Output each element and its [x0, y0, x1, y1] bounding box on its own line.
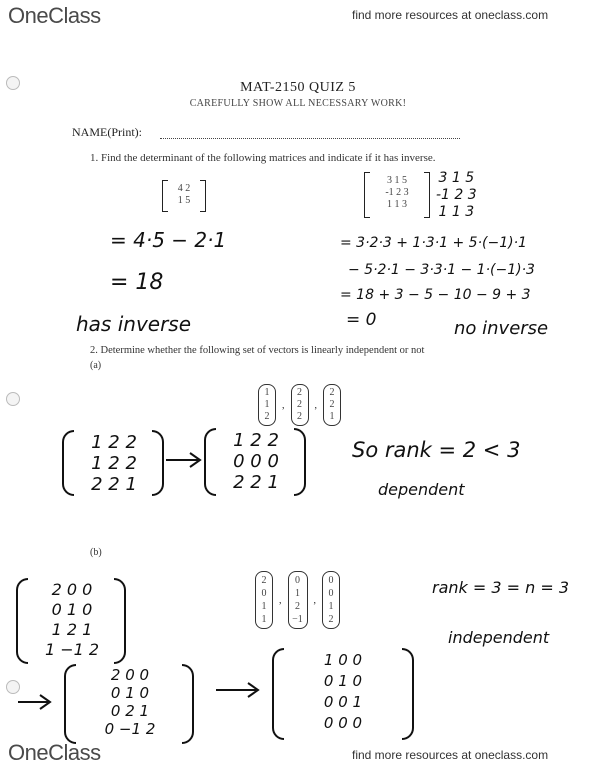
q2a-matrix: 1 2 2 1 2 2 2 2 1 [62, 430, 164, 496]
right-bracket [114, 578, 126, 664]
q1-right-step2: − 5·2·1 − 3·3·1 − 1·(−1)·3 [348, 262, 535, 278]
q2a-reduced-matrix: 1 2 2 0 0 0 2 2 1 [204, 428, 306, 496]
q2-part-a-label: (a) [90, 360, 102, 371]
oneclass-logo: OneClass [8, 3, 101, 28]
matrix-row: 4 2 [177, 183, 191, 194]
left-bracket [204, 428, 216, 496]
left-bracket [272, 648, 284, 740]
vector: 2 2 2 [291, 384, 309, 426]
q1-prompt: 1. Find the determinant of the following matrices and indicate if it has inverse. [90, 152, 436, 164]
vector: 2 0 1 1 [255, 571, 273, 629]
q1-matrix-2x2 [162, 180, 206, 210]
q2b-rank: rank = 3 = n = 3 [432, 578, 570, 597]
q2b-final-matrix: 1 0 0 0 1 0 0 0 1 0 0 0 [272, 648, 414, 740]
matrix-row: 1 1 3 [387, 199, 407, 210]
q1-right-conclusion: no inverse [454, 318, 549, 339]
q2b-vector-set: 2 0 1 1 , 0 1 2 −1 , 0 0 1 2 [255, 570, 355, 630]
left-bracket [64, 664, 76, 744]
arrow-icon [214, 680, 264, 700]
q2a-vector-set: 1 1 2 , 2 2 2 , 2 2 1 [258, 383, 350, 427]
q2a-rank: So rank = 2 < 3 [352, 438, 521, 462]
q1-left-step1: = 4·5 − 2·1 [110, 228, 227, 252]
q1-right-step3: = 18 + 3 − 5 − 10 − 9 + 3 [340, 287, 531, 303]
quiz-title: MAT-2150 QUIZ 5 [240, 80, 356, 95]
q2b-step-matrix: 2 0 0 0 1 0 0 2 1 0 −1 2 [64, 664, 194, 744]
right-bracket [402, 648, 414, 740]
right-bracket [424, 172, 430, 218]
left-bracket [62, 430, 74, 496]
right-bracket [152, 430, 164, 496]
right-bracket [294, 428, 306, 496]
punch-hole [6, 392, 20, 406]
right-bracket [182, 664, 194, 744]
matrix-row: 3 1 5 [387, 175, 407, 186]
q2a-result: dependent [378, 480, 465, 499]
q2b-matrix: 2 0 0 0 1 0 1 2 1 1 −1 2 [16, 578, 126, 664]
q1-left-result: = 18 [110, 270, 164, 295]
q1-augmented-columns: 3 1 5 -1 2 3 1 1 3 [436, 170, 477, 220]
q1-matrix-3x3 [364, 172, 430, 216]
q1-left-conclusion: has inverse [76, 312, 192, 336]
q2-part-b-label: (b) [90, 547, 102, 558]
matrix-row: 1 5 [177, 195, 191, 206]
arrow-icon [164, 450, 204, 470]
left-bracket [162, 180, 168, 212]
vector: 2 2 1 [323, 384, 341, 426]
oneclass-logo-footer: OneClass [8, 740, 101, 765]
footer-resource-link[interactable]: find more resources at oneclass.com [352, 748, 549, 762]
header-resource-link[interactable]: find more resources at oneclass.com [352, 8, 549, 22]
q1-right-result: = 0 [346, 310, 377, 330]
name-label: NAME(Print): [72, 125, 142, 139]
vector: 0 1 2 −1 [288, 571, 308, 629]
vector: 1 1 2 [258, 384, 276, 426]
arrow-icon [16, 692, 56, 712]
matrix-row: -1 2 3 [385, 187, 409, 198]
q2b-result: independent [448, 628, 550, 647]
quiz-subtitle: CAREFULLY SHOW ALL NECESSARY WORK! [189, 98, 407, 109]
name-line[interactable] [160, 138, 460, 139]
right-bracket [200, 180, 206, 212]
left-bracket [16, 578, 28, 664]
vector: 0 0 1 2 [322, 571, 340, 629]
q1-right-step1: = 3·2·3 + 1·3·1 + 5·(−1)·1 [340, 235, 527, 251]
q2-prompt: 2. Determine whether the following set of vectors is linearly independent or not [90, 345, 425, 356]
